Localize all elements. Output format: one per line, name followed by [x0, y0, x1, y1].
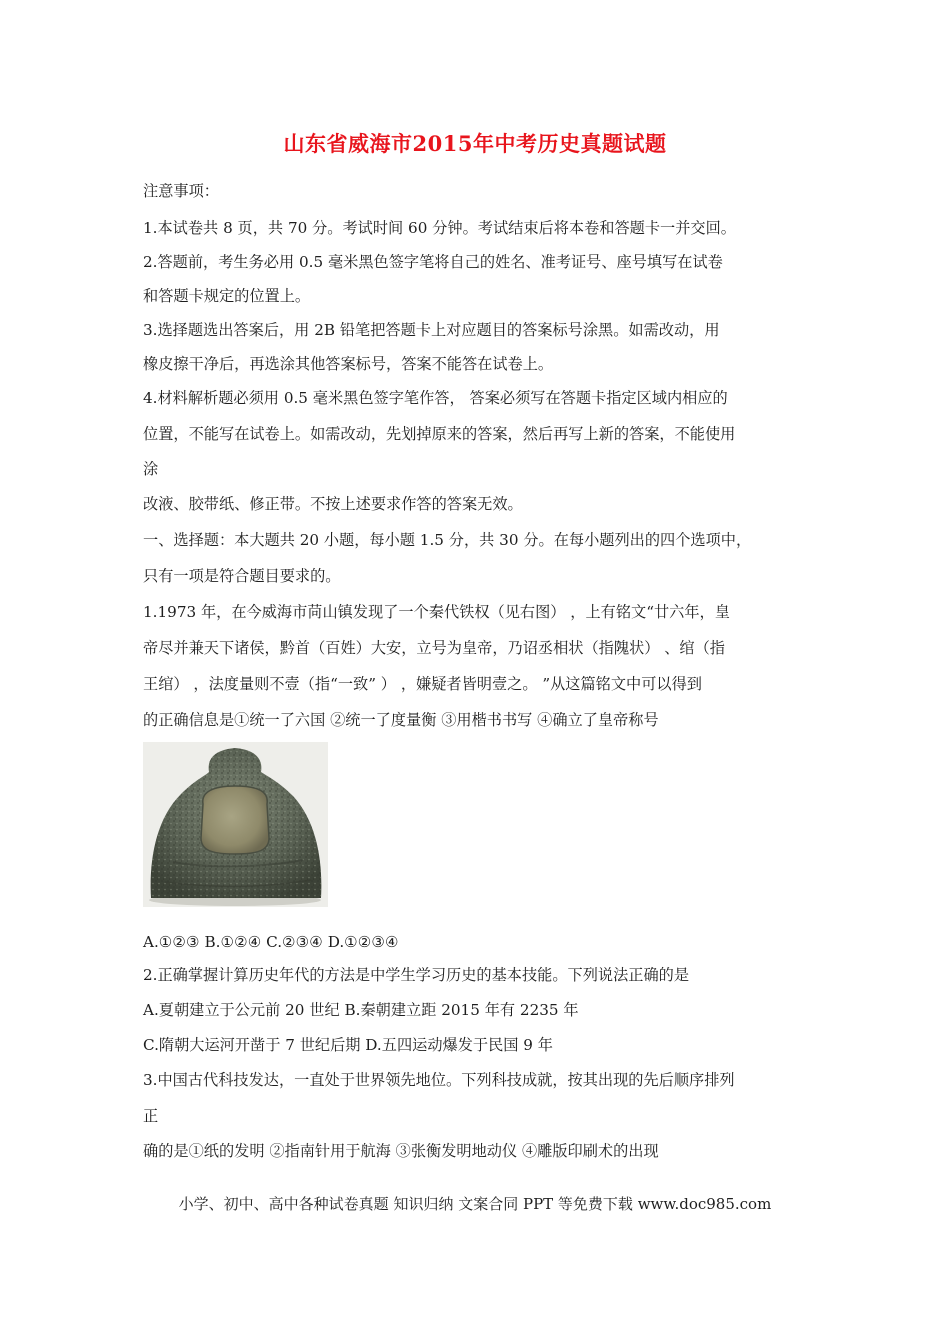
notice-item-4-line-4: 改液、胶带纸、修正带。不按上述要求作答的答案无效。 — [143, 495, 523, 513]
question-1-line-3: 王绾） ，法度量则不壹（指“一致” ） ，嫌疑者皆明壹之。 ”从这篇铭文中可以得到 — [143, 675, 702, 693]
question-3-stem-line-1: 3.中国古代科技发达，一直处于世界领先地位。下列科技成就，按其出现的先后顺序排列 — [143, 1071, 735, 1089]
notice-item-1: 1.本试卷共 8 页，共 70 分。考试时间 60 分钟。考试结束后将本卷和答题卡一并交回。 — [143, 219, 736, 237]
question-1-line-1: 1.1973 年，在今威海市苘山镇发现了一个秦代铁权（见右图） ，上有铭文“廿六年，皇 — [143, 603, 730, 621]
notice-item-2-line-2: 和答题卡规定的位置上。 — [143, 287, 311, 305]
notice-item-3-line-1: 3.选择题选出答案后，用 2B 铅笔把答题卡上对应题目的答案标号涂黑。如需改动，用 — [143, 321, 720, 339]
notice-item-4-line-3: 涂 — [143, 460, 159, 478]
question-2-options-a-b: A.夏朝建立于公元前 20 世纪 B.秦朝建立距 2015 年有 2235 年 — [143, 1001, 579, 1019]
notice-heading: 注意事项： — [143, 182, 219, 200]
notice-item-4-line-2: 位置，不能写在试卷上。如需改动，先划掉原来的答案，然后再写上新的答案，不能使用 — [143, 425, 736, 443]
question-1-options: A.①②③ B.①②④ C.②③④ D.①②③④ — [143, 933, 399, 951]
notice-item-4-line-1: 4.材料解析题必须用 0.5 毫米黑色签字笔作答， 答案必须写在答题卡指定区域内相应的 — [143, 389, 728, 407]
document-title: 山东省威海市2015年中考历史真题试题 — [283, 131, 667, 156]
question-2-options-c-d: C.隋朝大运河开凿于 7 世纪后期 D.五四运动爆发于民国 9 年 — [143, 1036, 553, 1054]
question-3-stem-line-2: 正 — [143, 1107, 159, 1125]
qin-iron-weight-illustration — [143, 742, 328, 907]
page-footer: 小学、初中、高中各种试卷真题 知识归纳 文案合同 PPT 等免费下载 www.doc985.com — [178, 1195, 772, 1213]
section-1-intro-line-2: 只有一项是符合题目要求的。 — [143, 567, 341, 585]
qin-iron-weight-photo — [143, 742, 328, 907]
notice-item-2-line-1: 2.答题前，考生务必用 0.5 毫米黑色签字笔将自己的姓名、准考证号、座号填写在试卷 — [143, 253, 723, 271]
notice-item-3-line-2: 橡皮擦干净后，再选涂其他答案标号，答案不能答在试卷上。 — [143, 355, 554, 373]
section-1-intro-line-1: 一、选择题：本大题共 20 小题，每小题 1.5 分，共 30 分。在每小题列出的四个选项中， — [143, 531, 752, 549]
question-1-line-2: 帝尽并兼天下诸侯，黔首（百姓）大安，立号为皇帝，乃诏丞相状（指隗状） 、绾（指 — [143, 639, 725, 657]
question-3-stem-line-3: 确的是①纸的发明 ②指南针用于航海 ③张衡发明地动仪 ④雕版印刷术的出现 — [143, 1142, 659, 1160]
question-2-stem: 2.正确掌握计算历史年代的方法是中学生学习历史的基本技能。下列说法正确的是 — [143, 966, 690, 984]
question-1-line-4: 的正确信息是①统一了六国 ②统一了度量衡 ③用楷书书写 ④确立了皇帝称号 — [143, 711, 659, 729]
